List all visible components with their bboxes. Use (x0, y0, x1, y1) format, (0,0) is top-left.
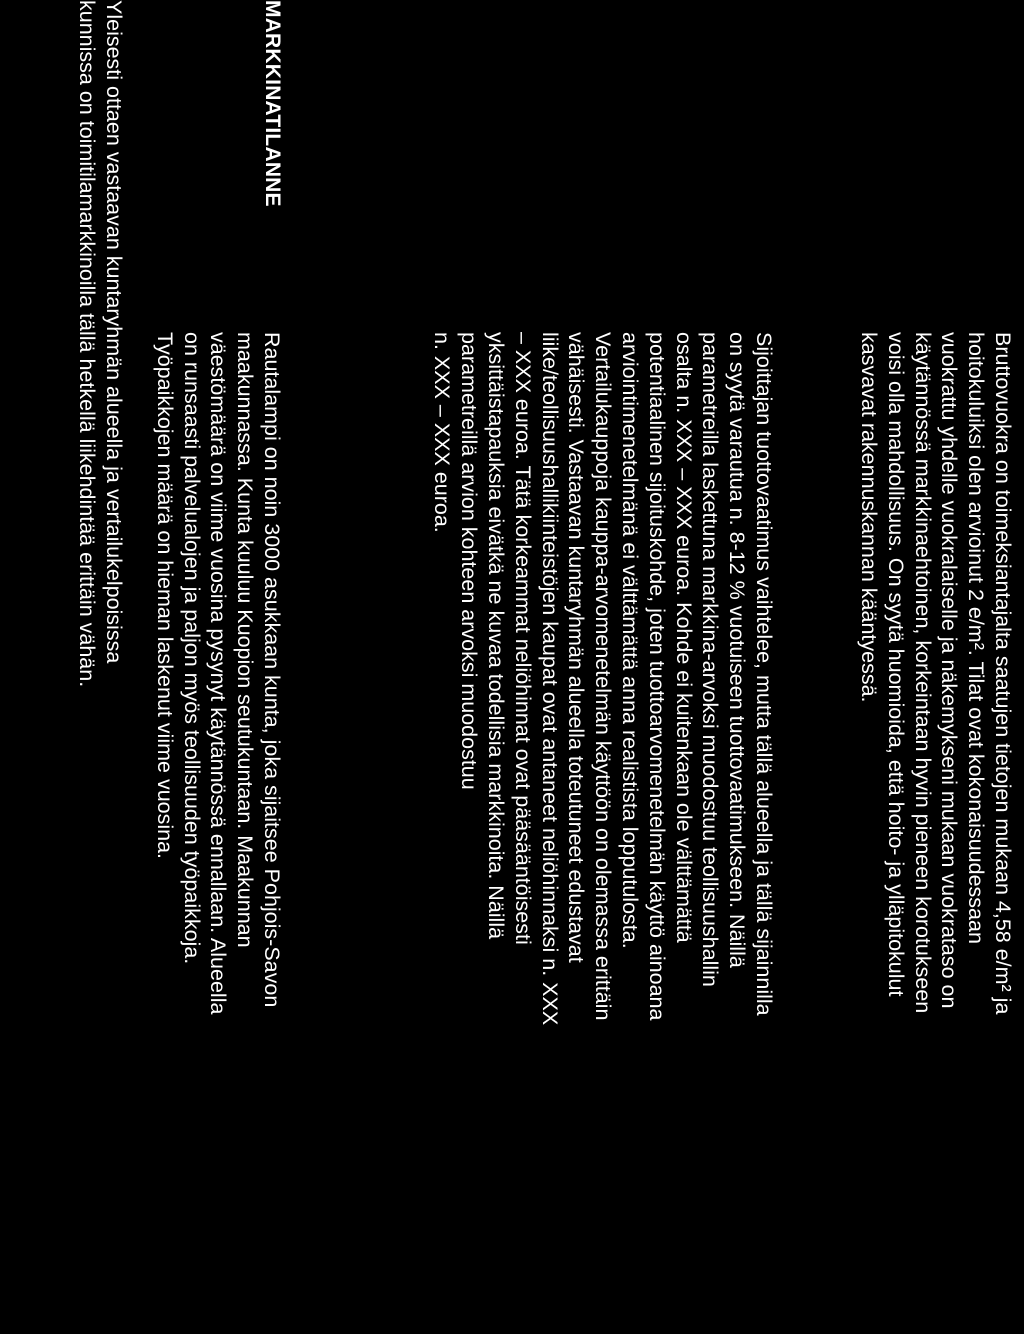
text-line: Vertailukauppoja kauppa-arvomenetelmän käyttöön on olemassa erittäin (591, 332, 616, 1021)
text-line: on syytä varautua n. 8-12 % vuotuiseen tuottovaatimukseen. Näillä (725, 332, 750, 968)
text-line: parametreilla laskettuna markkina-arvoksi muodostuu teollisuushallin (698, 332, 723, 987)
text-line: vuokrattu yhdelle vuokralaiselle ja näkemykseni mukaan vuokrataso on (937, 332, 962, 1009)
paragraph-rental-income (855, 332, 1016, 1014)
text-line: Bruttovuokra on toimeksiantajalta saatujen tietojen mukaan 4,58 e/m² ja (991, 332, 1015, 1015)
text-line: on runsaasti palvelualojen ja paljon myös teollisuuden työpaikkoja. (179, 332, 204, 965)
text-line: kasvavat rakennuskannan kääntyessä. (857, 332, 882, 703)
text-line: yksittäistapauksia eivätkä ne kuvaa todellisia markkinoita. Näillä (484, 332, 509, 940)
text-line: maakunnassa. Kunta kuuluu Kuopion seutukuntaan. Maakunnan (233, 332, 258, 948)
text-line: väestömäärä on viime vuosina pysynyt käytännössä ennallaan. Alueella (206, 332, 231, 1015)
text-line: Työpaikkojen määrä on hieman laskenut viime vuosina. (152, 332, 177, 860)
paragraph-market-area (151, 332, 285, 1014)
text-line: potentiaalinen sijoituskohde, joten tuottoarvomenetelmän käyttö ainoana (644, 332, 669, 1021)
text-line: vähäisesti. Vastaavan kuntaryhmän alueella toteutuneet edustavat (564, 332, 589, 963)
text-line: arviointimenetelmänä ei välttämättä anna realistista lopputulosta. (618, 332, 643, 949)
text-line: Sijoittajan tuottovaatimus vaihtelee, mutta tällä alueella ja tällä sijainnilla (752, 332, 776, 1016)
text-line: kunnissa on toimitilamarkkinoilla tällä hetkellä liikehdintää erittäin vähän. (75, 0, 100, 688)
text-line: voisi olla mahdollisuus. On syytä huomioida, että hoito- ja ylläpitokulut (883, 332, 908, 997)
text-line: osalta n. XXX – XXX euroa. Kohde ei kuitenkaan ole välttämättä (671, 332, 696, 943)
text-line: Yleisesti ottaen vastaavan kuntaryhmän alueella ja vertailukelpoisissa (102, 0, 126, 664)
paragraph-investor-yield (429, 332, 777, 1025)
text-line: parametreillä arvion kohteen arvoksi muodostuu (457, 332, 482, 790)
text-line: liike/teollisuushallikiinteistöjen kaupat ovat antaneet neliöhinnaksi n. XXX (537, 332, 562, 1026)
text-line: Rautalampi on noin 3000 asukkaan kunta, joka sijaitsee Pohjois-Savon (260, 332, 284, 1008)
text-line: n. XXX – XXX euroa. (430, 332, 455, 533)
paragraph-market-activity (73, 0, 127, 687)
text-line: – XXX euroa. Tätä korkeammat neliöhinnat ovat pääsääntöisesti (510, 332, 535, 945)
section-heading: MARKKINATILANNE (261, 0, 284, 207)
text-line: hoitokuluiksi olen arvioinut 2 e/m². Tilat ovat kokonaisuudessaan (964, 332, 989, 944)
text-line: käytännössä markkinaehtoinen, korkeintaan hyvin pieneen korotukseen (910, 332, 935, 1014)
